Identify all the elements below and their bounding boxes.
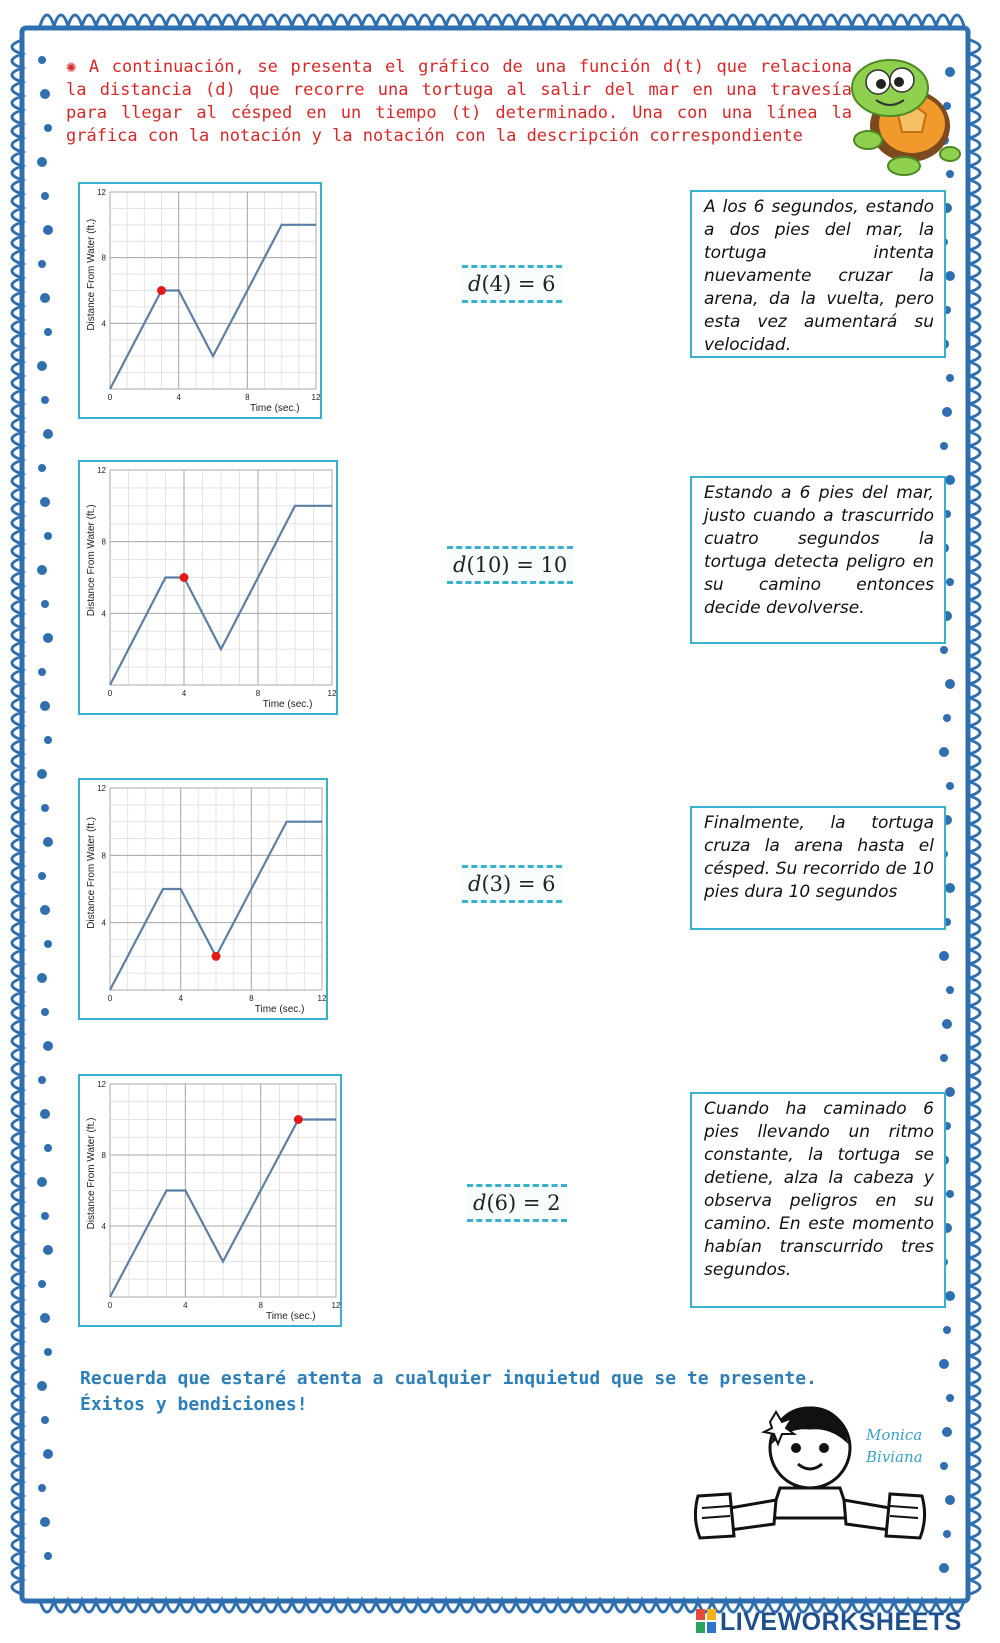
border-dot: [40, 293, 50, 303]
girl-illustration: [690, 1400, 930, 1550]
border-dot: [41, 1008, 49, 1016]
highlight-point: [157, 286, 166, 295]
liveworksheets-logo-icon: [696, 1609, 716, 1633]
y-tick-label: 12: [97, 188, 106, 197]
x-axis-label: Time (sec.): [265, 1311, 316, 1322]
border-dot: [945, 679, 955, 689]
x-tick-label: 8: [249, 994, 254, 1003]
y-tick-label: 4: [101, 1222, 106, 1231]
border-dot: [939, 951, 949, 961]
border-dot: [37, 157, 47, 167]
closing-line-1: Recuerda que estaré atenta a cualquier inquietud que se te presente.: [80, 1368, 817, 1389]
border-dot: [37, 769, 47, 779]
notation-2[interactable]: [447, 546, 573, 584]
border-dot: [37, 361, 47, 371]
x-tick-label: 8: [258, 1301, 263, 1310]
x-tick-label: 0: [107, 1301, 113, 1310]
border-dot: [41, 1212, 49, 1220]
border-dot: [945, 1495, 955, 1505]
border-dot: [43, 1041, 53, 1051]
border-dot: [939, 747, 949, 757]
y-tick-label: 4: [101, 918, 106, 928]
border-dot: [38, 668, 46, 676]
author-last-name: Biviana: [866, 1448, 923, 1466]
description-text: Cuando ha caminado 6 pies llevando un ritmo constante, la tortuga se detiene, alza la cabeza y observa peligros en su camino. En este momento habían transcurrido tres segundos.: [704, 1099, 934, 1280]
x-tick-label: 4: [183, 1301, 188, 1310]
graph-1[interactable]: [78, 182, 322, 419]
x-axis-label: Time (sec.): [262, 699, 313, 710]
border-dot: [38, 260, 46, 268]
notation-fn: d: [468, 272, 482, 296]
notation-value: = 6: [511, 872, 556, 896]
x-tick-label: 8: [245, 393, 250, 402]
y-tick-label: 12: [97, 1080, 106, 1089]
x-tick-label: 12: [317, 994, 326, 1003]
border-dot: [38, 872, 46, 880]
border-dot: [940, 442, 948, 450]
instructions-text: A continuación, se presenta el gráfico de una función d(t) que relaciona la distancia (d) que recorre una tortuga al salir del mar en una travesía para llegar al césped en un tiempo (t) determinado. Una con una línea la gráfica con la notación y la notación con la descripción correspondiente: [66, 57, 852, 146]
border-dot: [44, 532, 52, 540]
graph-4[interactable]: [78, 1074, 342, 1327]
notation-value: = 2: [516, 1191, 561, 1215]
border-dot: [942, 407, 952, 417]
border-dot: [939, 1359, 949, 1369]
notation-arg: (10): [466, 553, 510, 577]
y-tick-label: 12: [97, 784, 106, 793]
y-tick-label: 8: [101, 1151, 106, 1160]
border-dot: [37, 565, 47, 575]
border-dot: [38, 56, 46, 64]
border-dot: [43, 225, 53, 235]
border-dot: [943, 1530, 951, 1538]
notation-fn: d: [468, 872, 482, 896]
notation-4[interactable]: [467, 1184, 567, 1222]
border-dot: [37, 1381, 47, 1391]
turtle-illustration: [838, 44, 968, 184]
border-dot: [945, 271, 955, 281]
border-dot: [942, 1427, 952, 1437]
x-tick-label: 0: [107, 689, 113, 698]
border-dot: [38, 1076, 46, 1084]
border-dot: [43, 837, 53, 847]
y-axis-label: Distance From Water (ft.): [86, 1117, 97, 1230]
border-dot: [945, 1087, 955, 1097]
border-dot: [945, 1291, 955, 1301]
y-tick-label: 8: [101, 537, 106, 547]
border-dot: [943, 714, 951, 722]
border-dot: [945, 475, 955, 485]
border-dot: [44, 328, 52, 336]
highlight-point: [294, 1115, 303, 1124]
notation-1[interactable]: [462, 265, 562, 303]
border-dot: [44, 1144, 52, 1152]
border-dot: [40, 905, 50, 915]
border-dot: [38, 1484, 46, 1492]
description-3[interactable]: [690, 806, 946, 930]
y-tick-label: 4: [101, 609, 106, 619]
border-dot: [37, 1177, 47, 1187]
x-tick-label: 0: [107, 994, 113, 1003]
notation-arg: (3): [481, 872, 512, 896]
x-tick-label: 12: [331, 1301, 340, 1310]
border-dot: [43, 1245, 53, 1255]
x-tick-label: 12: [311, 393, 320, 402]
border-dot: [37, 973, 47, 983]
border-dot: [945, 883, 955, 893]
border-dot: [939, 1563, 949, 1573]
border-dot: [946, 1394, 954, 1402]
y-tick-label: 4: [101, 319, 106, 329]
border-dot: [946, 782, 954, 790]
x-axis-label: Time (sec.): [254, 1004, 305, 1015]
highlight-point: [212, 952, 221, 961]
border-dot: [40, 1517, 50, 1527]
border-squiggle: [970, 40, 980, 1594]
graph-2[interactable]: [78, 460, 338, 715]
sun-bullet-icon: ✺: [66, 57, 77, 77]
closing-line-2: Éxitos y bendiciones!: [80, 1394, 308, 1415]
border-dot: [41, 1416, 49, 1424]
y-axis-label: Distance From Water (ft.): [86, 218, 97, 331]
border-dot: [44, 1552, 52, 1560]
border-dot: [40, 497, 50, 507]
notation-value: = 6: [511, 272, 556, 296]
border-dot: [41, 396, 49, 404]
y-tick-label: 8: [101, 851, 106, 861]
notation-arg: (4): [481, 272, 512, 296]
instructions: [66, 56, 852, 148]
notation-arg: (6): [486, 1191, 517, 1215]
border-dot: [40, 1313, 50, 1323]
author-signature: [866, 1424, 923, 1468]
border-dot: [44, 124, 52, 132]
graph-3[interactable]: [78, 778, 328, 1020]
x-tick-label: 12: [327, 689, 336, 698]
border-dot: [40, 89, 50, 99]
border-dot: [43, 1449, 53, 1459]
border-dot: [41, 804, 49, 812]
notation-fn: d: [473, 1191, 487, 1215]
description-text: A los 6 segundos, estando a dos pies del mar, la tortuga intenta nuevamente cruzar la arena, da la vuelta, pero esta vez aumentará su velocidad.: [704, 197, 934, 355]
notation-fn: d: [453, 553, 467, 577]
border-dot: [946, 578, 954, 586]
border-dot: [40, 701, 50, 711]
border-dot: [43, 633, 53, 643]
highlight-point: [180, 573, 189, 582]
border-dot: [44, 1348, 52, 1356]
border-dot: [943, 1326, 951, 1334]
border-dot: [946, 986, 954, 994]
description-text: Estando a 6 pies del mar, justo cuando a trascurrido cuatro segundos la tortuga detecta peligro en su camino entonces decide devolverse.: [704, 483, 934, 618]
border-dot: [946, 374, 954, 382]
y-axis-label: Distance From Water (ft.): [86, 504, 97, 617]
x-tick-label: 8: [255, 689, 261, 698]
border-dot: [940, 646, 948, 654]
notation-3[interactable]: [462, 865, 562, 903]
description-text: Finalmente, la tortuga cruza la arena hasta el césped. Su recorrido de 10 pies dura 10 segundos: [704, 813, 934, 902]
description-4[interactable]: [690, 1092, 946, 1308]
x-tick-label: 4: [181, 689, 187, 698]
x-tick-label: 4: [176, 393, 181, 402]
notation-value: = 10: [509, 553, 568, 577]
border-dot: [940, 1054, 948, 1062]
y-tick-label: 12: [97, 466, 106, 475]
border-dot: [942, 1019, 952, 1029]
border-dot: [44, 940, 52, 948]
author-first-name: Monica: [866, 1426, 923, 1444]
description-1[interactable]: [690, 190, 946, 358]
border-dot: [41, 600, 49, 608]
y-axis-label: Distance From Water (ft.): [86, 816, 97, 929]
x-tick-label: 0: [107, 393, 113, 402]
border-dot: [40, 1109, 50, 1119]
y-tick-label: 8: [101, 253, 106, 263]
border-dot: [44, 736, 52, 744]
border-dot: [940, 1462, 948, 1470]
x-tick-label: 4: [178, 994, 183, 1003]
logo-text: LIVEWORKSHEETS: [720, 1608, 962, 1636]
border-dot: [43, 429, 53, 439]
border-dot: [946, 1190, 954, 1198]
border-dot: [38, 1280, 46, 1288]
border-dot: [41, 192, 49, 200]
description-2[interactable]: [690, 476, 946, 644]
liveworksheets-logo[interactable]: [720, 1608, 962, 1637]
border-squiggle: [40, 15, 964, 26]
x-axis-label: Time (sec.): [249, 403, 300, 414]
border-dot: [38, 464, 46, 472]
